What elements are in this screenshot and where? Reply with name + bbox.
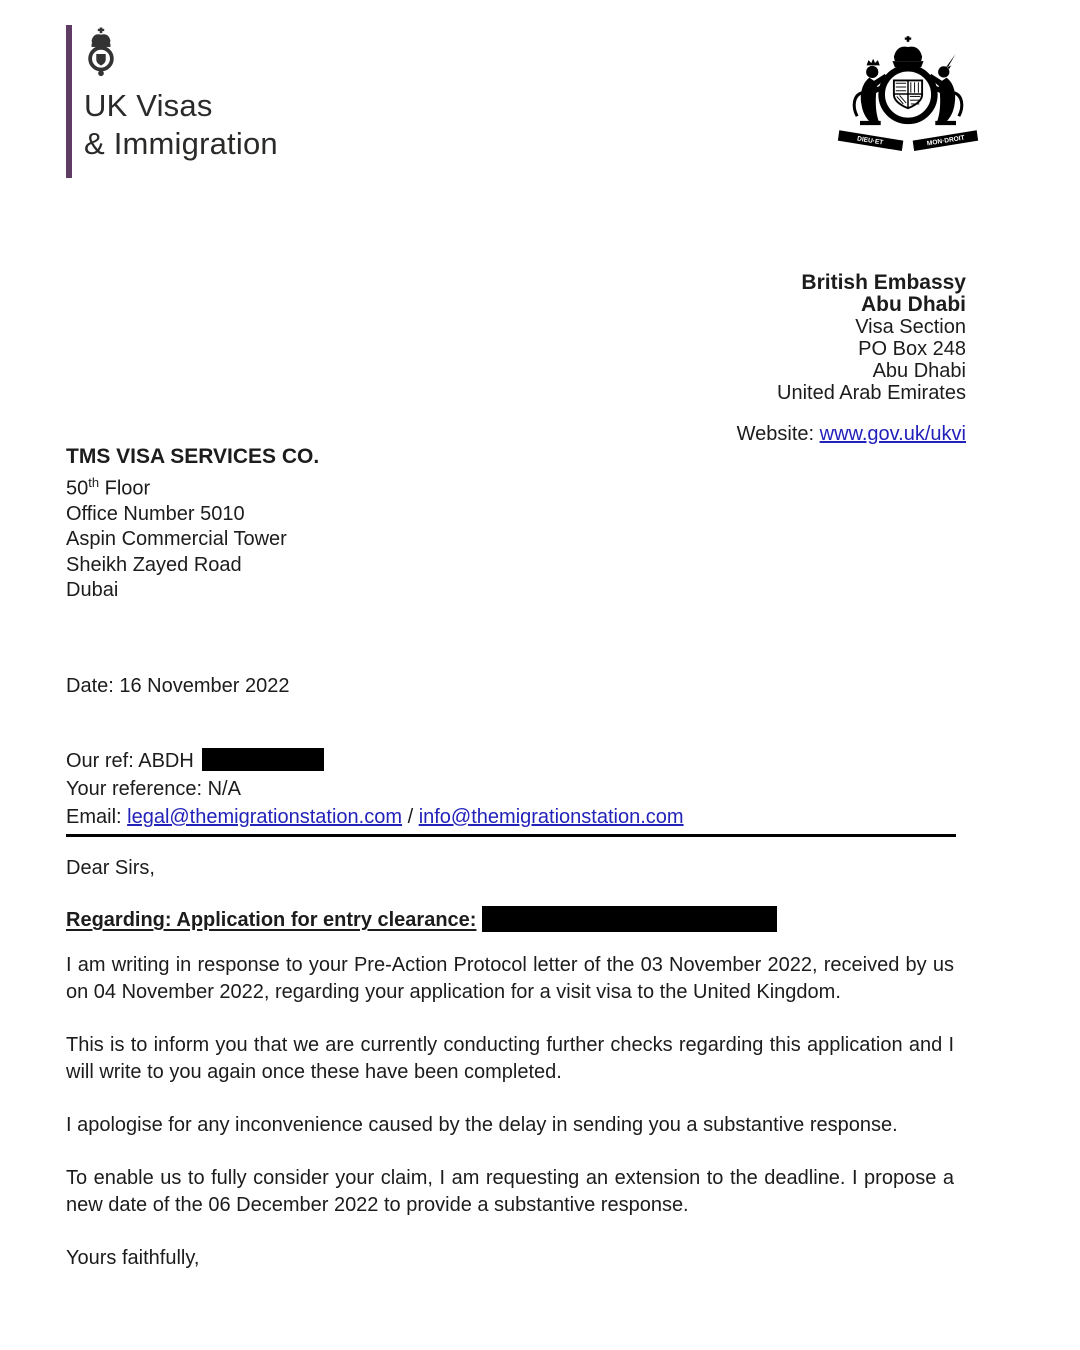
redaction-box [202,748,324,771]
your-ref-line [66,775,956,803]
royal-crest-icon [84,27,118,79]
logo-line-1: UK Visas [84,88,213,123]
website-label: Website: [736,423,820,445]
email-separator: / [402,806,419,828]
logo-purple-bar [66,25,72,178]
date-label: Date: [66,675,120,697]
recipient-address-line: Dubai [66,579,119,602]
email-link-info[interactable]: info@themigrationstation.com [418,806,684,828]
email-line [66,803,956,837]
date-line [66,675,289,698]
logo-line-2: & Immigration [84,126,278,161]
sender-name-line-2: Abu Dhabi [861,293,966,316]
subject-text: Regarding: Application for entry clearance: [66,909,477,931]
sender-address-line: Abu Dhabi [872,360,966,382]
sender-address-block [737,272,966,445]
subject-line [66,906,777,932]
ukvi-logo-text [84,87,278,163]
our-ref-value: ABDH [138,750,194,772]
paragraph-3: I apologise for any inconvenience caused by the delay in sending you a substantive response. [66,1114,898,1136]
sender-name-line-1: British Embassy [801,271,966,294]
redaction-box [482,906,777,932]
recipient-address-line: Office Number 5010 [66,502,245,525]
website-link[interactable]: www.gov.uk/ukvi [819,423,966,445]
sender-address-line: United Arab Emirates [777,382,966,404]
your-ref-value: N/A [207,778,241,800]
recipient-name: TMS VISA SERVICES CO. [66,445,320,468]
date-value: 16 November 2022 [119,675,290,697]
recipient-address-line: Sheikh Zayed Road [66,553,242,576]
salutation: Dear Sirs, [66,857,155,879]
reference-block [66,747,956,837]
recipient-floor-line [66,470,319,502]
recipient-address-block [66,444,319,604]
closing: Yours faithfully, [66,1247,200,1269]
paragraph-4: To enable us to fully consider your claim, I am requesting an extension to the deadline. I propose a new date of the 06 December 2022 to provide a substantive response. [66,1167,954,1216]
royal-coat-of-arms-icon [828,36,988,154]
sender-address-line: PO Box 248 [858,338,966,360]
your-ref-label: Your reference: [66,778,208,800]
our-ref-label: Our ref: [66,750,139,772]
floor-number: 50 [66,477,89,500]
floor-word: Floor [99,477,151,500]
email-label: Email: [66,806,128,828]
paragraph-1: I am writing in response to your Pre-Action Protocol letter of the 03 November 2022, received by us on 04 November 2022, regarding your application for a visit visa to the United Kingdom. [66,954,954,1003]
our-ref-line [66,747,956,775]
email-link-legal[interactable]: legal@themigrationstation.com [127,806,403,828]
paragraph-2: This is to inform you that we are currently conducting further checks regarding this application and I will write to you again once these have been completed. [66,1034,954,1083]
floor-ordinal-suffix: th [88,474,100,490]
recipient-address-line: Aspin Commercial Tower [66,528,287,551]
motto-left-text: DIEU·ET [856,135,884,147]
motto-right-text: MON·DROIT [926,134,966,148]
letter-body [66,952,954,1298]
website-line [737,423,966,445]
sender-address-line: Visa Section [855,316,966,338]
